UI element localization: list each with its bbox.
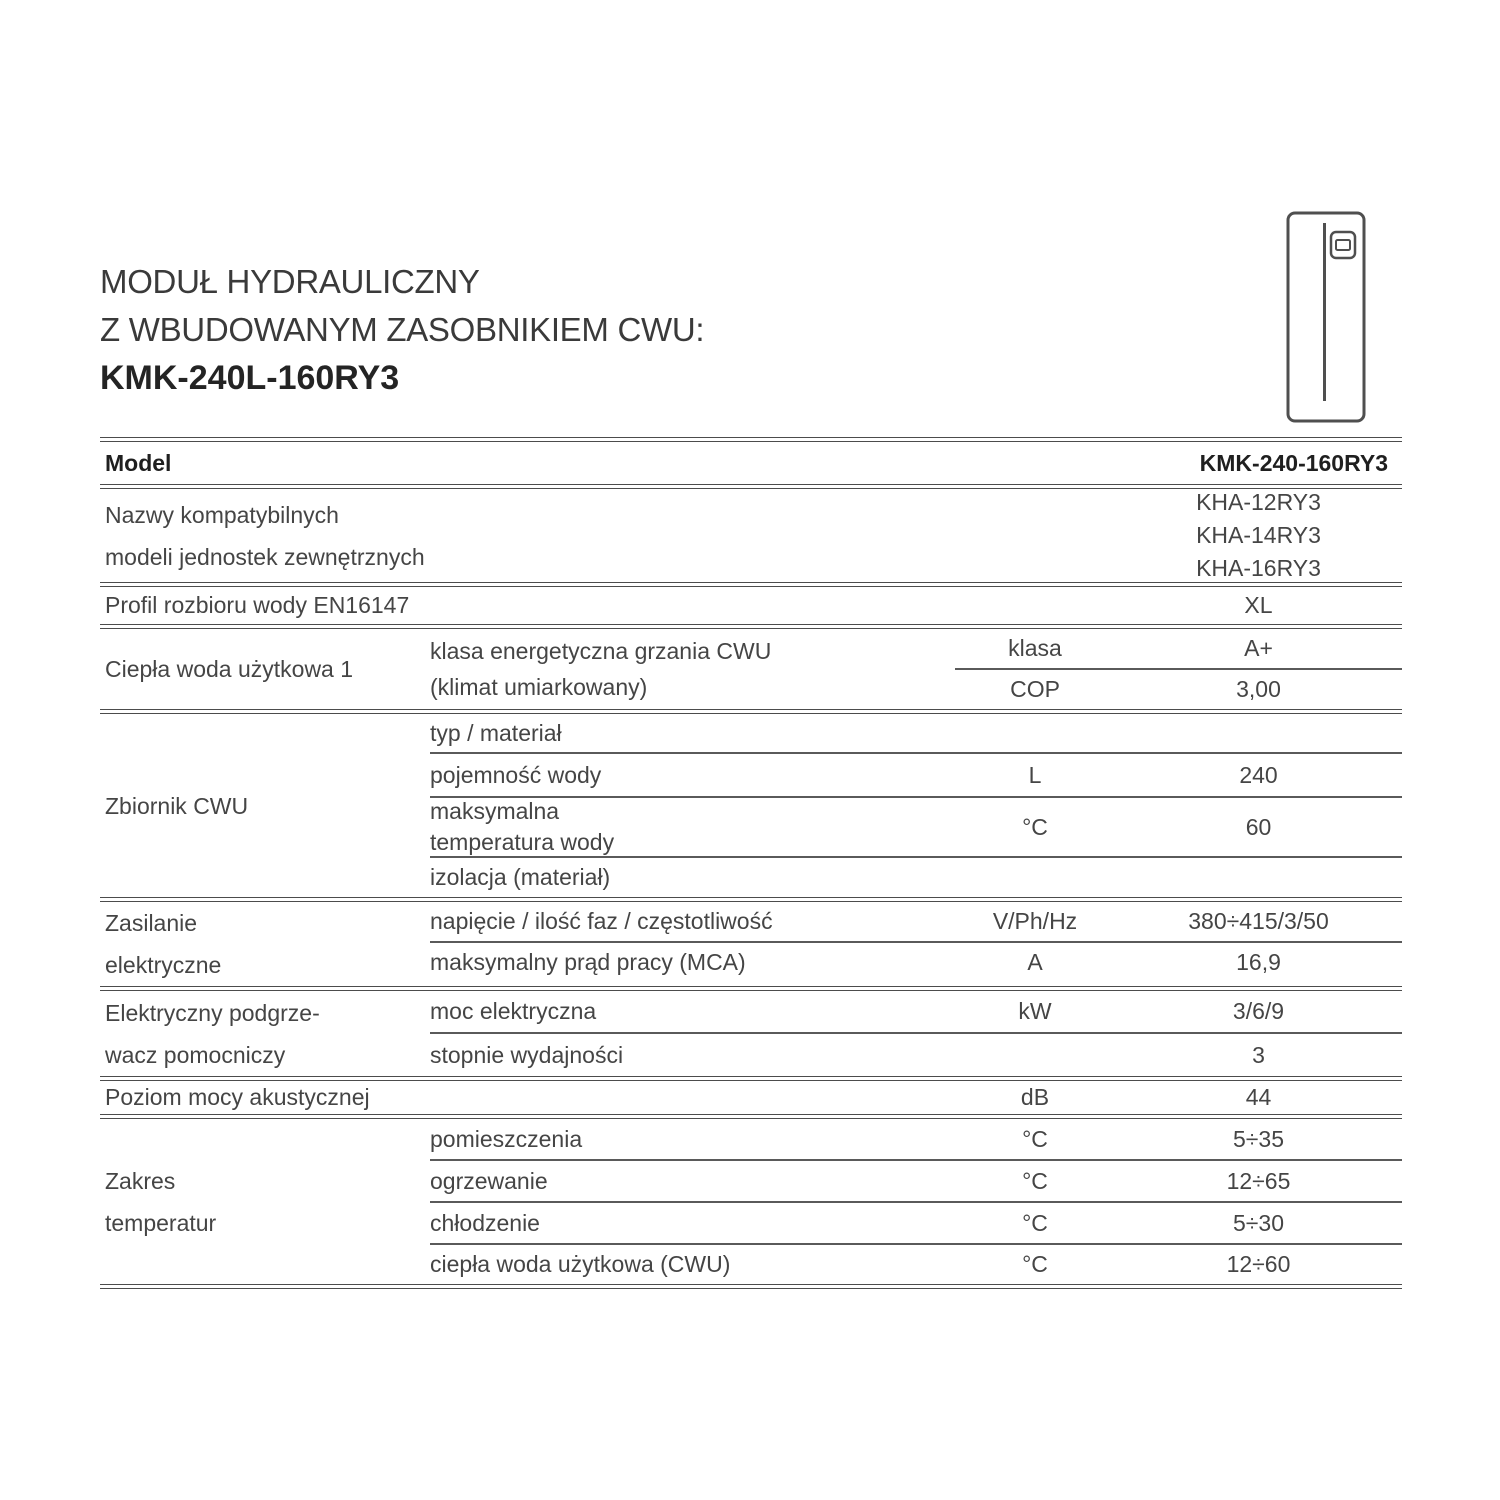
heater-subtable xyxy=(430,991,1402,1076)
title-model-number: KMK-240L-160RY3 xyxy=(100,359,400,397)
temp-heating-unit: °C xyxy=(1022,1167,1048,1194)
section-dhw xyxy=(100,629,1402,709)
section-power-supply xyxy=(100,902,1402,986)
power-voltage-param: napięcie / ilość faz / częstotliwość xyxy=(430,908,773,934)
sound-power-unit: dB xyxy=(1020,1084,1050,1110)
spec-table xyxy=(100,437,1402,1289)
tank-capacity-value: 240 xyxy=(1239,761,1278,788)
power-group-line2: elektryczne xyxy=(105,952,222,978)
water-profile-value: XL xyxy=(1244,592,1273,618)
dhw-param-line1: klasa energetyczna grzania CWU xyxy=(430,638,772,664)
compatible-units-label xyxy=(100,494,1115,578)
heater-row-power xyxy=(430,991,1402,1032)
temp-cooling-unit: °C xyxy=(1022,1209,1048,1236)
temp-room-unit: °C xyxy=(1022,1125,1048,1152)
temp-room-param: pomieszczenia xyxy=(430,1125,583,1152)
sound-power-label: Poziom mocy akustycznej xyxy=(105,1084,370,1110)
compatible-unit-value: KHA-14RY3 xyxy=(1196,522,1321,548)
section-aux-heater xyxy=(100,991,1402,1076)
power-subtable xyxy=(430,902,1402,986)
power-row-voltage xyxy=(430,902,1402,941)
tank-max-temp-param xyxy=(430,796,955,858)
temp-heating-value: 12÷65 xyxy=(1226,1167,1291,1194)
tank-insulation-param: izolacja (materiał) xyxy=(430,864,611,890)
divider xyxy=(100,1284,1402,1289)
temp-dhw-param: ciepła woda użytkowa (CWU) xyxy=(430,1251,731,1277)
dhw-row-class xyxy=(955,629,1402,668)
title-line-1: MODUŁ HYDRAULICZNY xyxy=(100,263,480,300)
dhw-cop-value: 3,00 xyxy=(1236,676,1281,702)
power-group-line1: Zasilanie xyxy=(105,910,198,936)
tank-group-label-text: Zbiornik CWU xyxy=(105,792,249,819)
heater-group-label xyxy=(100,991,430,1076)
temp-group-label xyxy=(100,1119,430,1284)
page-title xyxy=(100,258,704,402)
power-mca-param: maksymalny prąd pracy (MCA) xyxy=(430,949,746,975)
tank-row-insulation xyxy=(430,858,1402,897)
dhw-class-unit: klasa xyxy=(1008,635,1062,661)
sound-power-value: 44 xyxy=(1245,1084,1272,1110)
temp-dhw-value: 12÷60 xyxy=(1226,1251,1291,1277)
section-temp-range xyxy=(100,1119,1402,1284)
row-compatible-units xyxy=(100,489,1402,582)
tank-type-param: typ / materiał xyxy=(430,719,562,746)
tank-max-temp-param-line2: temperatura wody xyxy=(430,829,615,855)
power-mca-unit: A xyxy=(1027,949,1043,975)
model-label: Model xyxy=(105,449,172,476)
title-line-2: Z WBUDOWANYM ZASOBNIKIEM CWU: xyxy=(100,311,705,348)
compatible-units-values xyxy=(1115,489,1402,582)
temp-row-heating xyxy=(430,1161,1402,1201)
heater-group-line1: Elektryczny podgrze- xyxy=(105,999,320,1026)
row-model xyxy=(100,442,1402,484)
tank-row-capacity xyxy=(430,754,1402,796)
dhw-row-cop xyxy=(955,670,1402,709)
tank-max-temp-unit: °C xyxy=(1022,813,1048,840)
power-mca-value: 16,9 xyxy=(1236,949,1281,975)
temp-cooling-param: chłodzenie xyxy=(430,1209,540,1236)
temp-row-dhw xyxy=(430,1245,1402,1284)
temp-cooling-value: 5÷30 xyxy=(1233,1209,1284,1236)
tank-group-label xyxy=(100,714,430,897)
power-group-label xyxy=(100,902,430,986)
heater-stages-value: 3 xyxy=(1252,1041,1265,1068)
model-value: KMK-240-160RY3 xyxy=(1199,449,1388,476)
temp-heating-param: ogrzewanie xyxy=(430,1167,548,1194)
heater-power-param: moc elektryczna xyxy=(430,998,597,1024)
compatible-units-label-line1: Nazwy kompatybilnych xyxy=(105,501,339,528)
dhw-cop-unit: COP xyxy=(1010,676,1060,702)
tank-max-temp-param-line1: maksymalna xyxy=(430,798,560,824)
tank-capacity-unit: L xyxy=(1028,761,1042,788)
temp-row-cooling xyxy=(430,1203,1402,1243)
heater-group-line2: wacz pomocniczy xyxy=(105,1041,286,1068)
temp-group-line1: Zakres xyxy=(105,1167,176,1194)
section-tank xyxy=(100,714,1402,897)
tank-row-type xyxy=(430,714,1402,752)
heater-power-value: 3/6/9 xyxy=(1232,998,1285,1024)
dhw-class-value: A+ xyxy=(1244,635,1273,661)
tank-row-max-temp xyxy=(430,798,1402,856)
tank-subtable xyxy=(430,714,1402,897)
tank-max-temp-value: 60 xyxy=(1245,813,1272,840)
compatible-units-label-line2: modeli jednostek zewnętrznych xyxy=(105,543,425,570)
row-sound-power xyxy=(100,1081,1402,1114)
heater-stages-param: stopnie wydajności xyxy=(430,1041,624,1068)
dhw-param xyxy=(430,629,955,709)
water-profile-label: Profil rozbioru wody EN16147 xyxy=(105,592,410,618)
temp-group-line2: temperatur xyxy=(105,1209,217,1236)
dhw-subtable xyxy=(955,629,1402,709)
temp-dhw-unit: °C xyxy=(1022,1251,1048,1277)
dhw-group-label xyxy=(100,629,430,709)
hydraulic-unit-icon xyxy=(1284,209,1368,425)
dhw-param-line2: (klimat umiarkowany) xyxy=(430,674,648,700)
compatible-unit-value: KHA-12RY3 xyxy=(1196,489,1321,515)
temp-room-value: 5÷35 xyxy=(1233,1125,1284,1152)
heater-row-stages xyxy=(430,1034,1402,1076)
tank-capacity-param: pojemność wody xyxy=(430,761,602,788)
heater-power-unit: kW xyxy=(1018,998,1052,1024)
power-voltage-unit: V/Ph/Hz xyxy=(992,908,1078,934)
temp-subtable xyxy=(430,1119,1402,1284)
power-row-mca xyxy=(430,943,1402,982)
compatible-unit-value: KHA-16RY3 xyxy=(1196,555,1321,581)
row-water-profile xyxy=(100,587,1402,624)
temp-row-room xyxy=(430,1119,1402,1159)
dhw-group-label-text: Ciepła woda użytkowa 1 xyxy=(105,656,354,682)
power-voltage-value: 380÷415/3/50 xyxy=(1188,908,1329,934)
